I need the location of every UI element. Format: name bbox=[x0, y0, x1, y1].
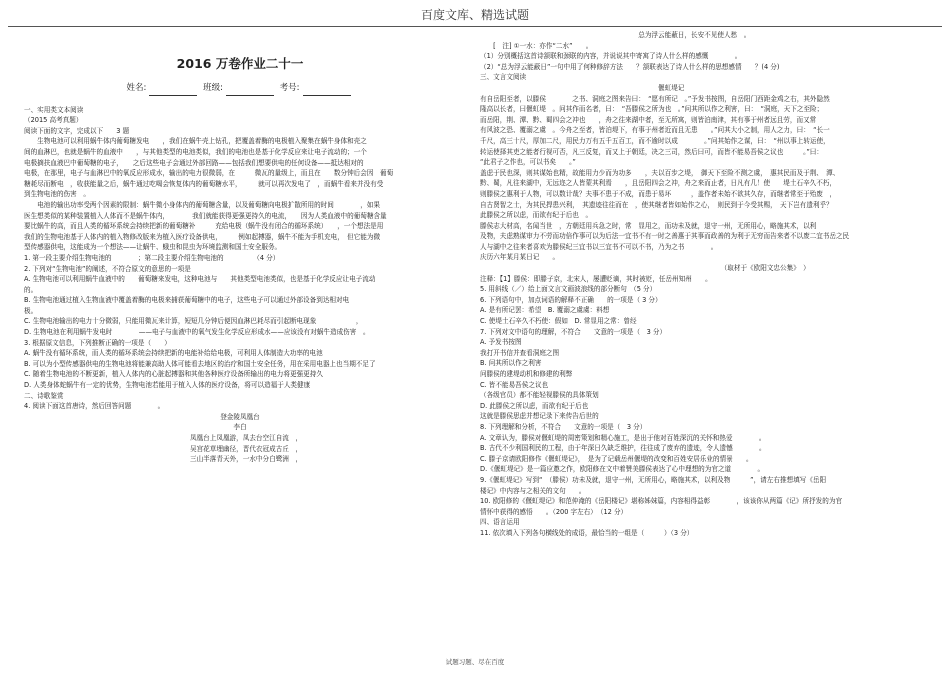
poem-author: 李白 bbox=[233, 423, 247, 432]
text-line: 2. 下列对“生物电池”的阐述，不符合原文的意思的一项是 bbox=[24, 264, 191, 273]
text-line: 9.《偃虹堤记》写到“ （滕侯）功未及就，退守一州，无所用心，略施其术，以利及物 ”，请左右推想填写《岳阳 bbox=[480, 475, 827, 484]
text-line: B. 生物电池通过植入生物血液中覆盖着酶的电极来捕获葡萄糖中的电子，这些电子可以通过外部设备到达相对电 bbox=[24, 296, 350, 305]
text-line: （2）“总为浮云能蔽日”一句中用了何种修辞方法 ？颔联表达了诗人什么样的思想感情 ？(4 分) bbox=[480, 62, 780, 71]
text-line: C. 皆不能易吾侯之议也 bbox=[480, 380, 549, 389]
text-line: 3. 根据原文信息，下列推断正确的一项是（ ） bbox=[24, 338, 171, 347]
text-line: 而岳阳，荆、潭、黔、蜀四会之冲也 ，舟之往来湖中者，至无所寓，则皆泊南津，其有事于州者远且劳，而又常 bbox=[480, 115, 817, 124]
text-line: A. 是有所记罢：希望 B. 覆溺之虞虞：料想 bbox=[480, 306, 610, 315]
text-line: D. 生物电池在利用蜗牛发电时 ——电子与血液中的氧气发生化学反应形成水——应该没有对蜗牛造成伤害 。 bbox=[24, 328, 370, 337]
text-line: D.《偃虹堤记》是一篇应邀之作，欧阳修在文中着赞美滕侯表达了心中理想的为官之道 。 bbox=[480, 465, 765, 474]
text-line: 楼记》中内容与之相关的文句 。 bbox=[480, 486, 586, 495]
text-line: 偃虹堤记 bbox=[480, 83, 685, 92]
text-line: 则滕侯之惠利于人物，可以数计哉？夫事不患于不成，而患于易坏 ，盖作者未始不欲其久存，而继者常至于殆废 ， bbox=[480, 189, 837, 198]
text-line: B. 可以为小型传感器供电的生物电池将能兼高助人体可能看去地区的治疗和国土安全任务，用在采用电器上也当期不足了 bbox=[24, 359, 376, 368]
text-line: 要比蜗牛的高，而且人类的循环系统会持续把新的葡萄糖补 充给电极（蜗牛没有闭合的循环系统） ，一个想法是用 bbox=[24, 222, 384, 231]
text-line: 这就是滕侯思虑并想记录下来传告后世的 bbox=[480, 412, 599, 421]
header-divider bbox=[8, 26, 942, 27]
text-line: 我打开书信并查看洞庭之图 bbox=[480, 348, 560, 357]
text-line: 阅读下面的文字，完成以下 3 题 bbox=[24, 126, 130, 135]
text-line: 滕侯志大材高，名闻当世 ，方朝廷用兵急之时，常 显用之，而功未及就，退守一州，无所用心，略施其术，以利 bbox=[480, 221, 817, 230]
text-line: 此滕侯之所以虑，而欲有纪于后也 。 bbox=[480, 211, 593, 220]
text-line: “此君子之作也，可以书矣 。” bbox=[480, 158, 576, 167]
text-line: 的。 bbox=[24, 285, 38, 294]
text-line: 千尺，高三十尺，厚加二尺，用民力万有五千五百工，而不逾时以成 。”问其始作之谋，曰： “州以事上转运使， bbox=[480, 136, 830, 145]
text-line: 到生物电池的伤害 。 bbox=[24, 190, 90, 199]
text-line: 电极，在那里，电子与血淋巴中的氧反应形成水，输出的电力很微弱，在 微瓦的量级上，而且在 数分钟后会因 葡萄 bbox=[24, 169, 394, 178]
text-line: 庆历六年某月某日记 。 bbox=[480, 253, 560, 262]
text-line: B. 古代不少利国利民的工程，由于年深日久缺乏维护，往往成了废弃的遗迹，令人遗憾 。 bbox=[480, 444, 766, 453]
class-blank[interactable] bbox=[226, 87, 274, 96]
class-label: 班级: bbox=[203, 83, 223, 93]
text-line: 型传感器供电，这能成为一个想法——让蜗牛、蛾虫和昆虫为环境监测和国土安全服务。 bbox=[24, 243, 282, 252]
text-line: 有自岳阳至者，以滕侯 之书、洞庭之图来告曰： “愿有所记 。”予发书按图，自岳阳门西距金鸡之右，其外隐然 bbox=[480, 94, 830, 103]
text-line: 11. 依次填入下列各句横线处的成语，最恰当的一组是（ ）（3 分） bbox=[480, 528, 694, 537]
text-line: 吴宫花草埋幽径，晋代衣冠成古丘 ， bbox=[190, 444, 303, 453]
text-line: 黔、蜀，凡往来湖中，无远迩之人皆蒙其利焉 ，且岳阳四会之冲，舟之来而止者，日凡有几！使 堤土石辛久不朽， bbox=[480, 179, 837, 188]
text-line: （1）分别概括这首诗颔联和颈联的内容，并说说其中寄寓了诗人什么样的感慨 。 bbox=[480, 52, 742, 61]
text-line: 隆高以长者，曰偃虹堤 。问其作而名者，曰： “吾滕侯之所为也 。”问其所以作之利害，曰： “洞庭，天下之至险； bbox=[480, 105, 824, 114]
text-line: 凤凰台上凤凰游，凤去台空江自流 ， bbox=[190, 434, 303, 442]
text-line: C. 随着生物电池的不断更新，植入人体内的心脏起搏器和其他各种医疗设备所输出的电力将更强更持久 bbox=[24, 370, 323, 379]
text-line: D. 此滕侯之所以虑，而欲有纪于后也 bbox=[480, 401, 589, 410]
poem-title: 登金陵凤凰台 bbox=[220, 412, 260, 421]
left-column bbox=[24, 30, 456, 465]
text-line: 情怀中获得的感悟 。（200 字左右） （12 分） bbox=[480, 507, 628, 516]
text-line: 电池的输出功率受两个因素的限制：蜗牛微小身体内的葡萄糖含量，以及葡萄糖向电极扩散所用的时间 ，如果 bbox=[24, 200, 381, 209]
text-line: 我们的生物电池基于人体内的植入物修改版来为植入医疗设备供电， 例如起搏器，蜗牛不能为手机充电， 但它能为微 bbox=[24, 232, 381, 241]
text-line: B. 问其所以作之利害 bbox=[480, 359, 542, 368]
name-label: 姓名: bbox=[126, 83, 147, 93]
text-line: （各级官员）都不能轻视滕侯的具体策划 bbox=[480, 391, 599, 400]
student-info-line bbox=[24, 82, 456, 96]
number-label: 考号: bbox=[279, 83, 300, 93]
text-line: 7. 下列对文中语句的理解，不符合 文意的一项是（ 3 分） bbox=[480, 327, 667, 336]
text-line: A. 文章认为，滕侯对偃虹堤的周密策划和精心施工，是出于他对百姓深沉的关怀和热爱 。 bbox=[480, 433, 766, 442]
page-header: 百度文库、精选试题 bbox=[420, 8, 529, 22]
text-line: 极。 bbox=[24, 306, 38, 315]
text-line: 四、语言运用 bbox=[480, 518, 520, 527]
text-line: C. 使堤土石辛久不朽使：假如 D. 常显用之常：曾经 bbox=[480, 317, 637, 326]
text-line: 盖虑于民也深，则其谋始也精，故能用力少而为功多 ，夫以百步之堤， 御天下至险不测之虞， 惠其民而及于荆、 潭、 bbox=[480, 168, 840, 177]
text-line: 糖耗尽而断电 ，收获能量之后，蜗牛通过吃喝会恢复体内的葡萄糖水平， 就可以再次发电了 ，而蜗牛看来并没有受 bbox=[24, 179, 384, 188]
text-line: 生物电池可以利用蜗牛体内葡萄糖发电 ，我们在蜗牛壳上钻孔，把覆盖着酶的电极植入聚集在蜗牛身体和壳之 bbox=[24, 137, 367, 146]
name-blank[interactable] bbox=[149, 87, 197, 96]
text-line: 10. 欧阳修的《偃虹堤记》和范仲淹的《岳阳楼记》堪称姊妹篇，内容相得益彰 ，该该你从两篇《记》所抒发的为官 bbox=[480, 497, 843, 506]
text-line: 转运使择其吏之能者行视可否，凡三反复，而又上于朝廷，决之三司，然后曰可，而皆不能易吾侯之议也 。”曰： bbox=[480, 147, 823, 156]
right-text-body bbox=[480, 30, 932, 539]
text-line: 二、诗歌鉴赏 bbox=[24, 391, 64, 400]
text-line: （2015 高考真题） bbox=[24, 116, 83, 125]
text-line: 1. 第一段主要介绍生物电池的 ；第二段主要介绍生物电池的 （4 分） bbox=[24, 253, 280, 262]
text-line: A. 予发书按图 bbox=[480, 338, 522, 347]
text-line: 三、文言文阅读 bbox=[480, 73, 527, 82]
text-line: 三山半落青天外，一水中分白鹭洲 ， bbox=[190, 455, 303, 464]
text-line: 及物，夫虑熟谋审力不劳而功倍作事可以为后法一宜书不有一时之善惠于其事而政善的为利于无穷而告来者不以废二宜书岳之民 bbox=[480, 232, 850, 241]
text-line: C. 滕子京请欧阳修作《偃虹堤记》， 是为了记载岳州偃堤的改变和百姓安居乐业的情景 。 bbox=[480, 454, 753, 463]
text-line: 医生想类似的某种装置植入人体而不是蜗牛体内， 我们就能获得更强更持久的电流， 因为人类血液中的葡萄糖含量 bbox=[24, 211, 387, 220]
text-line: 电极摘扶血液巴中葡萄糖的电子， 之后这些电子会通过外部回路——包括我们想要供电的任何设备——抵达相对的 bbox=[24, 158, 364, 167]
text-line: 4. 阅读下面这首唐诗，然后回答问题 。 bbox=[24, 402, 165, 411]
text-line: 注释：【1】滕侯：即滕子京，北宋人，屡遭贬谪，其时被贬，任岳州知州 。 bbox=[480, 274, 712, 283]
text-line: 总为浮云能蔽日，长安不见使人愁 。 bbox=[480, 31, 751, 39]
text-line: D. 人类身体蛇蜗牛有一定的优势，生物电池若能用于植入人体的医疗设备，将可以造福于人类健康 bbox=[24, 381, 311, 390]
text-line: C. 生物电池输出的电力十分微弱，只能用微瓦来计算，短短几分钟后便因血淋巴耗尽而引起断电现象 ， bbox=[24, 317, 363, 326]
number-blank[interactable] bbox=[303, 87, 351, 96]
text-line: 有风波之恐、覆溺之虞 。今舟之至者，皆泊堤下，有事于州者近而且无患 。”问其大小之制，用人之力，曰： “长一 bbox=[480, 126, 830, 135]
text-line: A. 蜗牛没有循环系统，而人类的循环系统会持续把新的电能补给给电极，可利用人体制造大功率的电池 bbox=[24, 349, 323, 358]
right-column bbox=[480, 30, 932, 539]
text-line: 6. 下列语句中，加点词语的解释不正确 的一项是（ 3 分） bbox=[480, 295, 662, 304]
text-line: 5. 用斜线（／）给上面文言文画波浪线的部分断句 （5 分） bbox=[480, 285, 657, 294]
page-footer: 试题习题、尽在百度 bbox=[445, 658, 505, 666]
text-line: A. 生物电池可以利用蜗牛血液中的 葡萄糖来发电，这种电池与 其他类型电池类似，也是基于化学反应让电子流动 bbox=[24, 275, 376, 284]
text-line: （取材于《欧阳文忠公集》 ） bbox=[480, 264, 810, 273]
text-line: [ 注] ①一水：亦作“二水” 。 bbox=[480, 41, 593, 50]
left-text-body bbox=[24, 105, 456, 412]
text-line: 间的血淋巴，也就是蜗牛的血液中 ，与其他类型的电池类似，我们的电池也是基于化学反应来让电子流动的；一个 bbox=[24, 147, 367, 156]
exam-title: 2016 万卷作业二十一 bbox=[176, 56, 304, 71]
text-line: 自古贤智之士，为其民捍患兴利， 其遗迹往往而在 ，使其继者皆如始作之心， 则民到于今受其赐， 天下岂有遗利乎？ bbox=[480, 200, 833, 209]
poem-body bbox=[24, 433, 456, 465]
text-line: 8. 下列理解和分析，不符合 文意的一项是（ 3 分） bbox=[480, 422, 647, 431]
text-line: 一、实用类文本阅读 bbox=[24, 105, 84, 114]
text-line: 问滕侯的建堤动机和修建的利弊 bbox=[480, 370, 573, 378]
text-line: 人与湖中之往来者喜欢为滕侯纪三宜书以三宜书不可以不书，乃为之书 。 bbox=[480, 242, 718, 251]
